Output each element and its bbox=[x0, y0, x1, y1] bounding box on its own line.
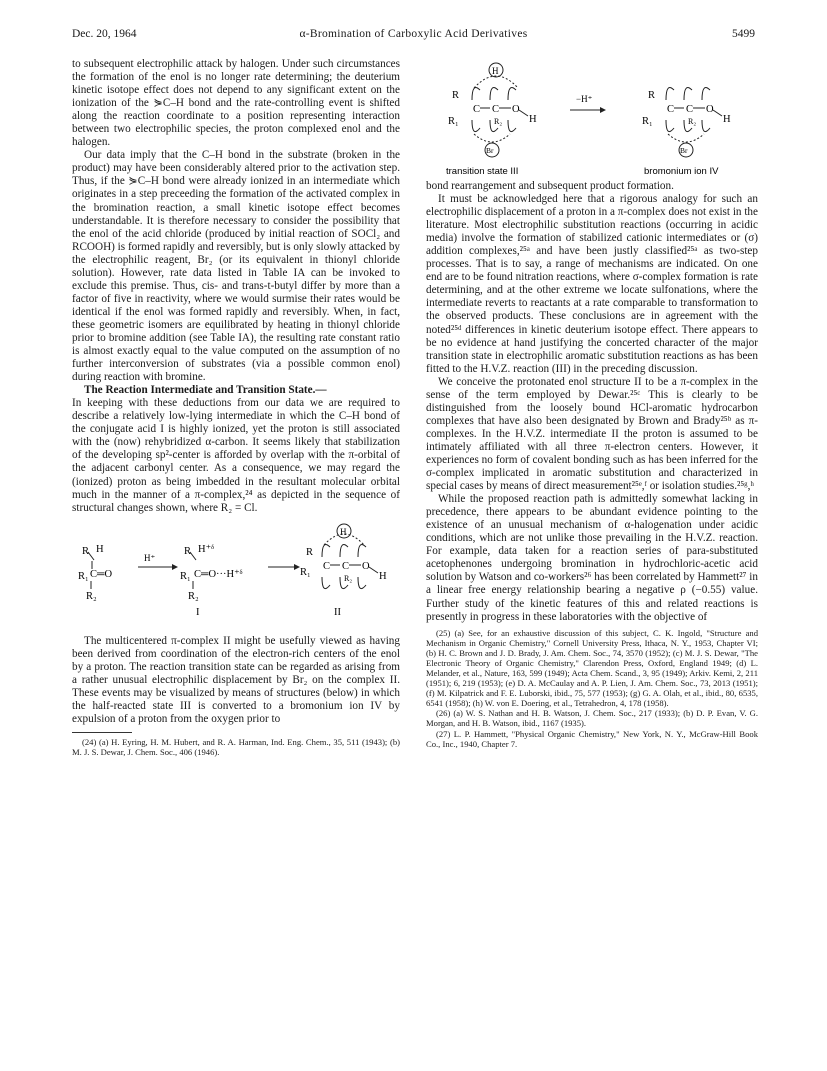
scheme-transition-state-bromonium bbox=[426, 58, 758, 178]
label-Hplus: H⁺ bbox=[144, 552, 156, 563]
label-R2: R₂ bbox=[86, 590, 97, 602]
label-Hcircle: H bbox=[340, 526, 347, 537]
label-Hd: H⁺ᵟ bbox=[198, 543, 214, 555]
label-H: H bbox=[492, 66, 499, 76]
scheme-enol-to-pi-complex bbox=[72, 519, 400, 631]
footnote-24: (24) (a) H. Eyring, H. M. Hubert, and R. A. Harman, Ind. Eng. Chem., 35, 511 (1943); (b) M. J. S. Dewar, J. Chem. Soc., 406 (1946). bbox=[72, 736, 400, 758]
paragraph: The multicentered π-complex II might be usefully viewed as having been derived from coordination of the electron-rich centers of the enol by a proton. The reaction transition state can be regarded as arising from a rather unusual electrophilic displacement by Br₂ on the complex II. These events may be visualized by means of structures (below) in which the half-reacted state III is converted to a bromonium ion IV by expulsion of a proton from the oxygen prior to bbox=[72, 634, 400, 725]
header-date: Dec. 20, 1964 bbox=[72, 28, 137, 40]
label-C: C bbox=[323, 560, 331, 572]
page-number: 5499 bbox=[732, 28, 755, 40]
label-C: C bbox=[667, 104, 675, 115]
label-Br: Br bbox=[486, 146, 494, 155]
paragraph: Our data imply that the C–H bond in the substrate (broken in the product) may have been considerably altered prior to the activation step. Thus, if the ⋟C–H bond were already ionized in an intermediate which originates in a step preceeding the formation of the activated complex in the bromination reaction, a small kinetic isotope effect becomes understandable. It is therefore necessary to consider the possibility that the enol of the acid chloride (produced by initial reaction of SOCl₂ and RCOOH) is formed rapidly and reversibly, but is only slowly attacked by the electrophilic reagent, Br₂ (or its equivalent in thionyl chloride solution). However, rate data listed in Table IA can be invoked to exclude this premise. Thus, cis- and trans-t-butyl differ by more than a factor of five in reactivity, where we would surmise their rates would be identical if the enol was formed rapidly and reversibly. When, in fact, these geometric isomers are equilibrated by heating in thionyl chloride prior to bromine addition (see Table IA), the resulting rate constant ratio is almost exactly equal to the value computed on the assumption of no further interconversion of substrates (via a possible common enol) during reaction with bromine. bbox=[72, 149, 401, 384]
label-minusH: −H⁺ bbox=[576, 94, 593, 104]
label-H: H bbox=[379, 570, 387, 582]
label-Br: Br bbox=[680, 146, 688, 155]
paragraph: While the proposed reaction path is admittedly somewhat lacking in precedence, there appears to be abundant evidence pointing to the existence of an unusual mechanism of α-halogenation under acidic conditions, which are not unlike those prevailing in the H.V.Z. reaction. For example, data taken for a reaction series of para-substituted acetophenones undergoing bromination in hydrochloric-acetic acid solution by Watson and co-workers²⁶ has been correlated by Hammett²⁷ in a linear free energy relationship bearing a negative ρ (−0.55) value. Further study of the kinetic features of this and related reactions is presently in progress in these laboratories with the objective of bbox=[426, 493, 758, 623]
footnote-25: (25) (a) See, for an exhaustive discussion of this subject, C. K. Ingold, "Structure and Mechanism in Organic Chemistry," Cornell University Press, Ithaca, N. Y., 1953, Chapter VI; (b) H. C. Brown and J. D. Brady, J. Am. Chem. Soc., 74, 3570 (1952); (c) M. J. S. Dewar, "The Electronic Theory of Organic Chemistry," Clarendon Press, Oxford, England 1949; (d) L. Melander, et al., Nature, 163, 599 (1949); Acta Chem. Scand., 3, 95 (1949); Arkiv. Kemi, 2, 211 (1951); 6, 219 (1953); (e) D. A. McCaulay and A. P. Lien, J. Am. Chem. Soc., 73, 2013 (1951); (f) M. Kilpatrick and F. E. Luborski, ibid., 75, 577 (1953); (g) G. A. Olah, et al., ibid., 80, 6535, 6541 (1958); (h) W. von E. Doering, et al., Tetrahedron, 4, 178 (1958). bbox=[426, 627, 758, 709]
label-R2: R₂ bbox=[688, 117, 697, 126]
label-R1: R₁ bbox=[642, 116, 653, 127]
label-O: O bbox=[362, 560, 370, 572]
footnote-26: (26) (a) W. S. Nathan and H. B. Watson, J. Chem. Soc., 217 (1933); (b) D. P. Evan, V. G. Morgan, and H. B. Watson, ibid., 1167 (1935). bbox=[426, 708, 758, 729]
label-R: R bbox=[82, 545, 90, 557]
caption-III: transition state III bbox=[446, 166, 519, 177]
label-R: R bbox=[184, 545, 192, 557]
left-column bbox=[72, 58, 400, 757]
paragraph bbox=[72, 384, 400, 397]
label-R2: R₂ bbox=[344, 573, 353, 583]
paragraph: bond rearrangement and subsequent product formation. bbox=[426, 180, 674, 192]
label-CO: C═O bbox=[90, 568, 113, 580]
caption-IV: bromonium ion IV bbox=[644, 166, 719, 177]
footnotes-left bbox=[72, 737, 400, 757]
label-R2: R₂ bbox=[188, 590, 199, 602]
label-C: C bbox=[686, 104, 694, 115]
label-Cdots: C═O···H⁺ᵟ bbox=[194, 568, 243, 580]
label-R2: R₂ bbox=[494, 117, 503, 126]
right-column bbox=[426, 180, 758, 749]
label-H: H bbox=[96, 543, 104, 555]
running-header bbox=[72, 28, 755, 44]
label-R: R bbox=[306, 546, 314, 558]
label-R1: R₁ bbox=[78, 570, 89, 582]
label-C: C bbox=[492, 104, 500, 115]
footnote-27: (27) L. P. Hammett, "Physical Organic Chemistry," New York, N. Y., McGraw-Hill Book Co., Inc., 1940, Chapter 7. bbox=[426, 728, 758, 749]
header-title: α-Bromination of Carboxylic Acid Derivatives bbox=[299, 28, 528, 40]
paragraph: to subsequent electrophilic attack by halogen. Under such circumstances the formation of the enol is no longer rate determining; the deuterium kinetic isotope effect does not depend to any significant extent on the ionization of the ⋟C–H bond and the rate-controlling event is shifted along the reaction coordinate to a position representing interaction between two electrophilic species, the proton complexed enol and the halogen. bbox=[72, 58, 400, 149]
label-H: H bbox=[529, 114, 537, 125]
label-H: H bbox=[723, 114, 731, 125]
label-C: C bbox=[342, 560, 350, 572]
label-R: R bbox=[648, 90, 656, 101]
label-I: I bbox=[196, 606, 200, 618]
label-II: II bbox=[334, 606, 341, 618]
footnotes-right bbox=[426, 628, 758, 749]
footnote-rule bbox=[72, 732, 132, 733]
paragraph: It must be acknowledged here that a rigorous analogy for such an electrophilic displacement of a proton in a π-complex does not exist in the literature. Most electrophilic substitution reactions (occurring in acidic media) involve the formation of stabilized cationic intermediates or (σ) addition complexes,²⁵ᵃ and have been justly classified²⁵ᵃ as two-step processes. That is to say, a range of mechanisms are indicated. On one end are to be found nitration reactions, where σ-complex formation is rate determining, and at the other extreme we locate sulfonations, where the intermediate reverts to reactants at a rate comparable to transformation to the observed products. These conclusions are in agreement with the noted²⁵ᵈ differences in kinetic deuterium isotope effect. There appears to be no evidence at hand justifying the concerted character of the major transition state in electrophilic aromatic substitution reactions as has been fitted to the H.V.Z. reaction (III) in the preceding discussion. bbox=[426, 193, 758, 375]
section-heading: The Reaction Intermediate and Transition State.— bbox=[84, 384, 327, 397]
label-C: C bbox=[473, 104, 481, 115]
label-O: O bbox=[706, 104, 714, 115]
label-R1: R₁ bbox=[300, 566, 311, 578]
paragraph: We conceive the protonated enol structure II to be a π-complex in the sense of the term employed by Dewar.²⁵ᶜ This is clearly to be distinguished from the loosely bound HCl-aromatic hydrocarbon complexes that have also been designated by Brown and Brady²⁵ᵇ as π-complexes. In the H.V.Z. intermediate II the proton is assumed to be intimately affiliated with all three π-electron centers. However, it experiences no form of covalent bonding such as has been inferred for the σ-complex implicated in aromatic substitution and characterized in special cases by means of direct measurement²⁵ᵉ,ᶠ or isolation studies.²⁵ᵍ,ʰ bbox=[426, 375, 758, 493]
label-R: R bbox=[452, 90, 460, 101]
label-R1: R₁ bbox=[448, 116, 459, 127]
label-R1: R₁ bbox=[180, 570, 191, 582]
label-O: O bbox=[512, 104, 520, 115]
paragraph: In keeping with these deductions from our data we are required to describe a relatively low-lying intermediate in which the C–H bond of the conjugate acid I is highly ionized, yet the proton is still associated with the (now) rehybridized α-carbon. It seems likely that stabilization of the developing sp²-center is afforded by overlap with the π-orbital of the adjacent carbonyl center. As a consequence, we may regard the (ionized) proton as being imbedded in the resultant molecular orbital much in the manner of a π-complex,²⁴ as depicted in the sequence of structural changes shown, where R₂ = Cl. bbox=[72, 397, 400, 514]
